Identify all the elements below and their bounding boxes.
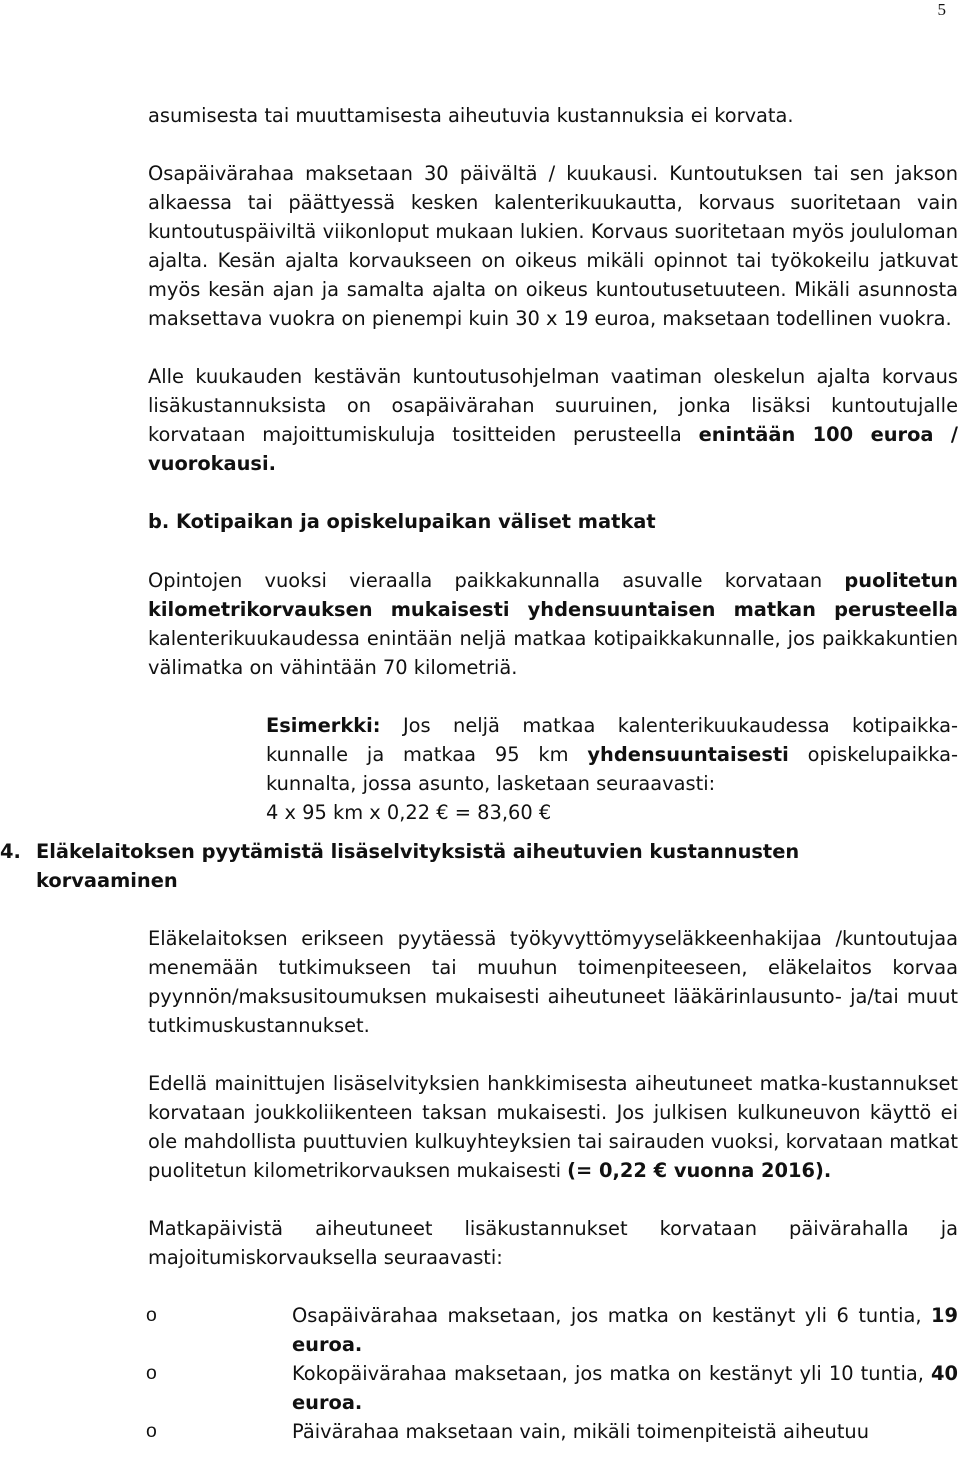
list-item-pre: Päivärahaa maksetaan vain, mikäli toimenpiteistä aiheutuu (292, 1420, 870, 1443)
paragraph-travel-study-post: kalenterikuukaudessa enintään neljä matkaa kotipaikkakunnalle, jos paikkakuntien välimatka on vähintään 70 kilometriä. (148, 627, 958, 679)
allowance-list (148, 1301, 958, 1446)
paragraph-short-program (148, 362, 958, 478)
paragraph-housing: asumisesta tai muuttamisesta aiheutuvia kustannuksia ei korvata. (148, 104, 794, 127)
list-item-bold: 19 euroa. (292, 1304, 958, 1356)
paragraph-short-program-bold: enintään 100 euroa / vuorokausi. (148, 423, 958, 475)
heading-section-b: b. Kotipaikan ja opiskelupaikan väliset matkat (148, 510, 656, 533)
list-item (146, 1301, 958, 1359)
example-text (266, 711, 958, 798)
list-item-text (292, 1359, 958, 1417)
list-item-text (292, 1301, 958, 1359)
example-calculation: 4 x 95 km x 0,22 € = 83,60 € (266, 801, 552, 824)
list-item-pre: Osapäivärahaa maksetaan, jos matka on kestänyt yli 6 tuntia, (292, 1304, 932, 1327)
paragraph-travel-study (148, 566, 958, 682)
paragraph-travel-costs-text: Edellä mainittujen lisäselvityksien hankkimisesta aiheutuneet matka-kustannukset korvataan joukkoliikenteen taksan mukaisesti. Jos julkisen kulkuneuvon käyttö ei ole mahdollista puuttuvien kulkuyhteyksien tai sairauden vuoksi, korvataan matkat puolitetun kilometrikorvauksen mukaisesti (148, 1072, 958, 1182)
paragraph-pension-request: Eläkelaitoksen erikseen pyytäessä työkyvyttömyyseläkkeenhakijaa /kuntoutujaa menemään tutkimukseen tai muuhun toimenpiteeseen, eläkelaitos korvaa pyynnön/maksusitoumuksen mukaisesti aiheutuneet lääkärinlausunto- ja/tai muut tutkimuskustannukset. (148, 927, 958, 1037)
page-number: 5 (937, 0, 946, 19)
list-item (146, 1359, 958, 1417)
heading-section-4-line2: korvaaminen (36, 869, 178, 892)
paragraph-travel-study-pre: Opintojen vuoksi vieraalla paikkakunnalla asuvalle korvataan (148, 569, 845, 592)
example-post: opiskelupaikka-kunnalta, jossa asunto, lasketaan seuraavasti: (266, 743, 959, 795)
list-item-bold: 40 euroa. (292, 1362, 958, 1414)
example-block (266, 711, 958, 827)
example-bold: yhdensuuntaisesti (587, 743, 789, 766)
example-pre: Jos neljä matkaa kalenterikuukaudessa kotipaikka-kunnalle ja matkaa 95 km (266, 714, 958, 766)
bullet-marker: o (146, 1362, 157, 1384)
paragraph-partial-allowance: Osapäivärahaa maksetaan 30 päivältä / kuukausi. Kuntoutuksen tai sen jakson alkaessa tai päättyessä kesken kalenterikuukautta, korvaus suoritetaan vain kuntoutuspäiviltä viikonloput mukaan lukien. Korvaus suoritetaan myös joululoman ajalta. Kesän ajalta korvaukseen on oikeus mikäli opinnot tai työkokeilu jatkuvat myös kesän ajan ja samalta ajalta on oikeus kuntoutusetuuteen. Mikäli asunnosta maksettava vuokra on pienempi kuin 30 x 19 euroa, maksetaan todellinen vuokra. (148, 162, 958, 330)
list-item-pre: Kokopäivärahaa maksetaan, jos matka on kestänyt yli 10 tuntia, (292, 1362, 932, 1385)
heading-section-4-number: 4. (0, 840, 21, 863)
paragraph-daily-allowance-intro: Matkapäivistä aiheutuneet lisäkustannukset korvataan päivärahalla ja majoitumiskorvauksella seuraavasti: (148, 1217, 958, 1269)
paragraph-travel-costs-bold: (= 0,22 € vuonna 2016). (567, 1159, 832, 1182)
paragraph-travel-costs (148, 1069, 958, 1185)
bullet-marker: o (146, 1420, 157, 1442)
list-item (146, 1417, 958, 1446)
document-body (0, 101, 959, 1446)
paragraph-travel-study-bold: puolitetun kilometrikorvauksen mukaisesti yhdensuuntaisen matkan perusteella (148, 569, 958, 621)
list-item-text (292, 1417, 958, 1446)
heading-section-4 (0, 837, 958, 895)
example-label: Esimerkki: (266, 714, 381, 737)
paragraph-short-program-text: Alle kuukauden kestävän kuntoutusohjelman vaatiman oleskelun ajalta korvaus lisäkustannuksista on osapäivärahan suuruinen, jonka lisäksi kuntoutujalle korvataan majoittumiskuluja tositteiden perusteella (148, 365, 958, 446)
heading-section-4-line1: Eläkelaitoksen pyytämistä lisäselvityksistä aiheutuvien kustannusten (36, 840, 800, 863)
bullet-marker: o (146, 1304, 157, 1326)
